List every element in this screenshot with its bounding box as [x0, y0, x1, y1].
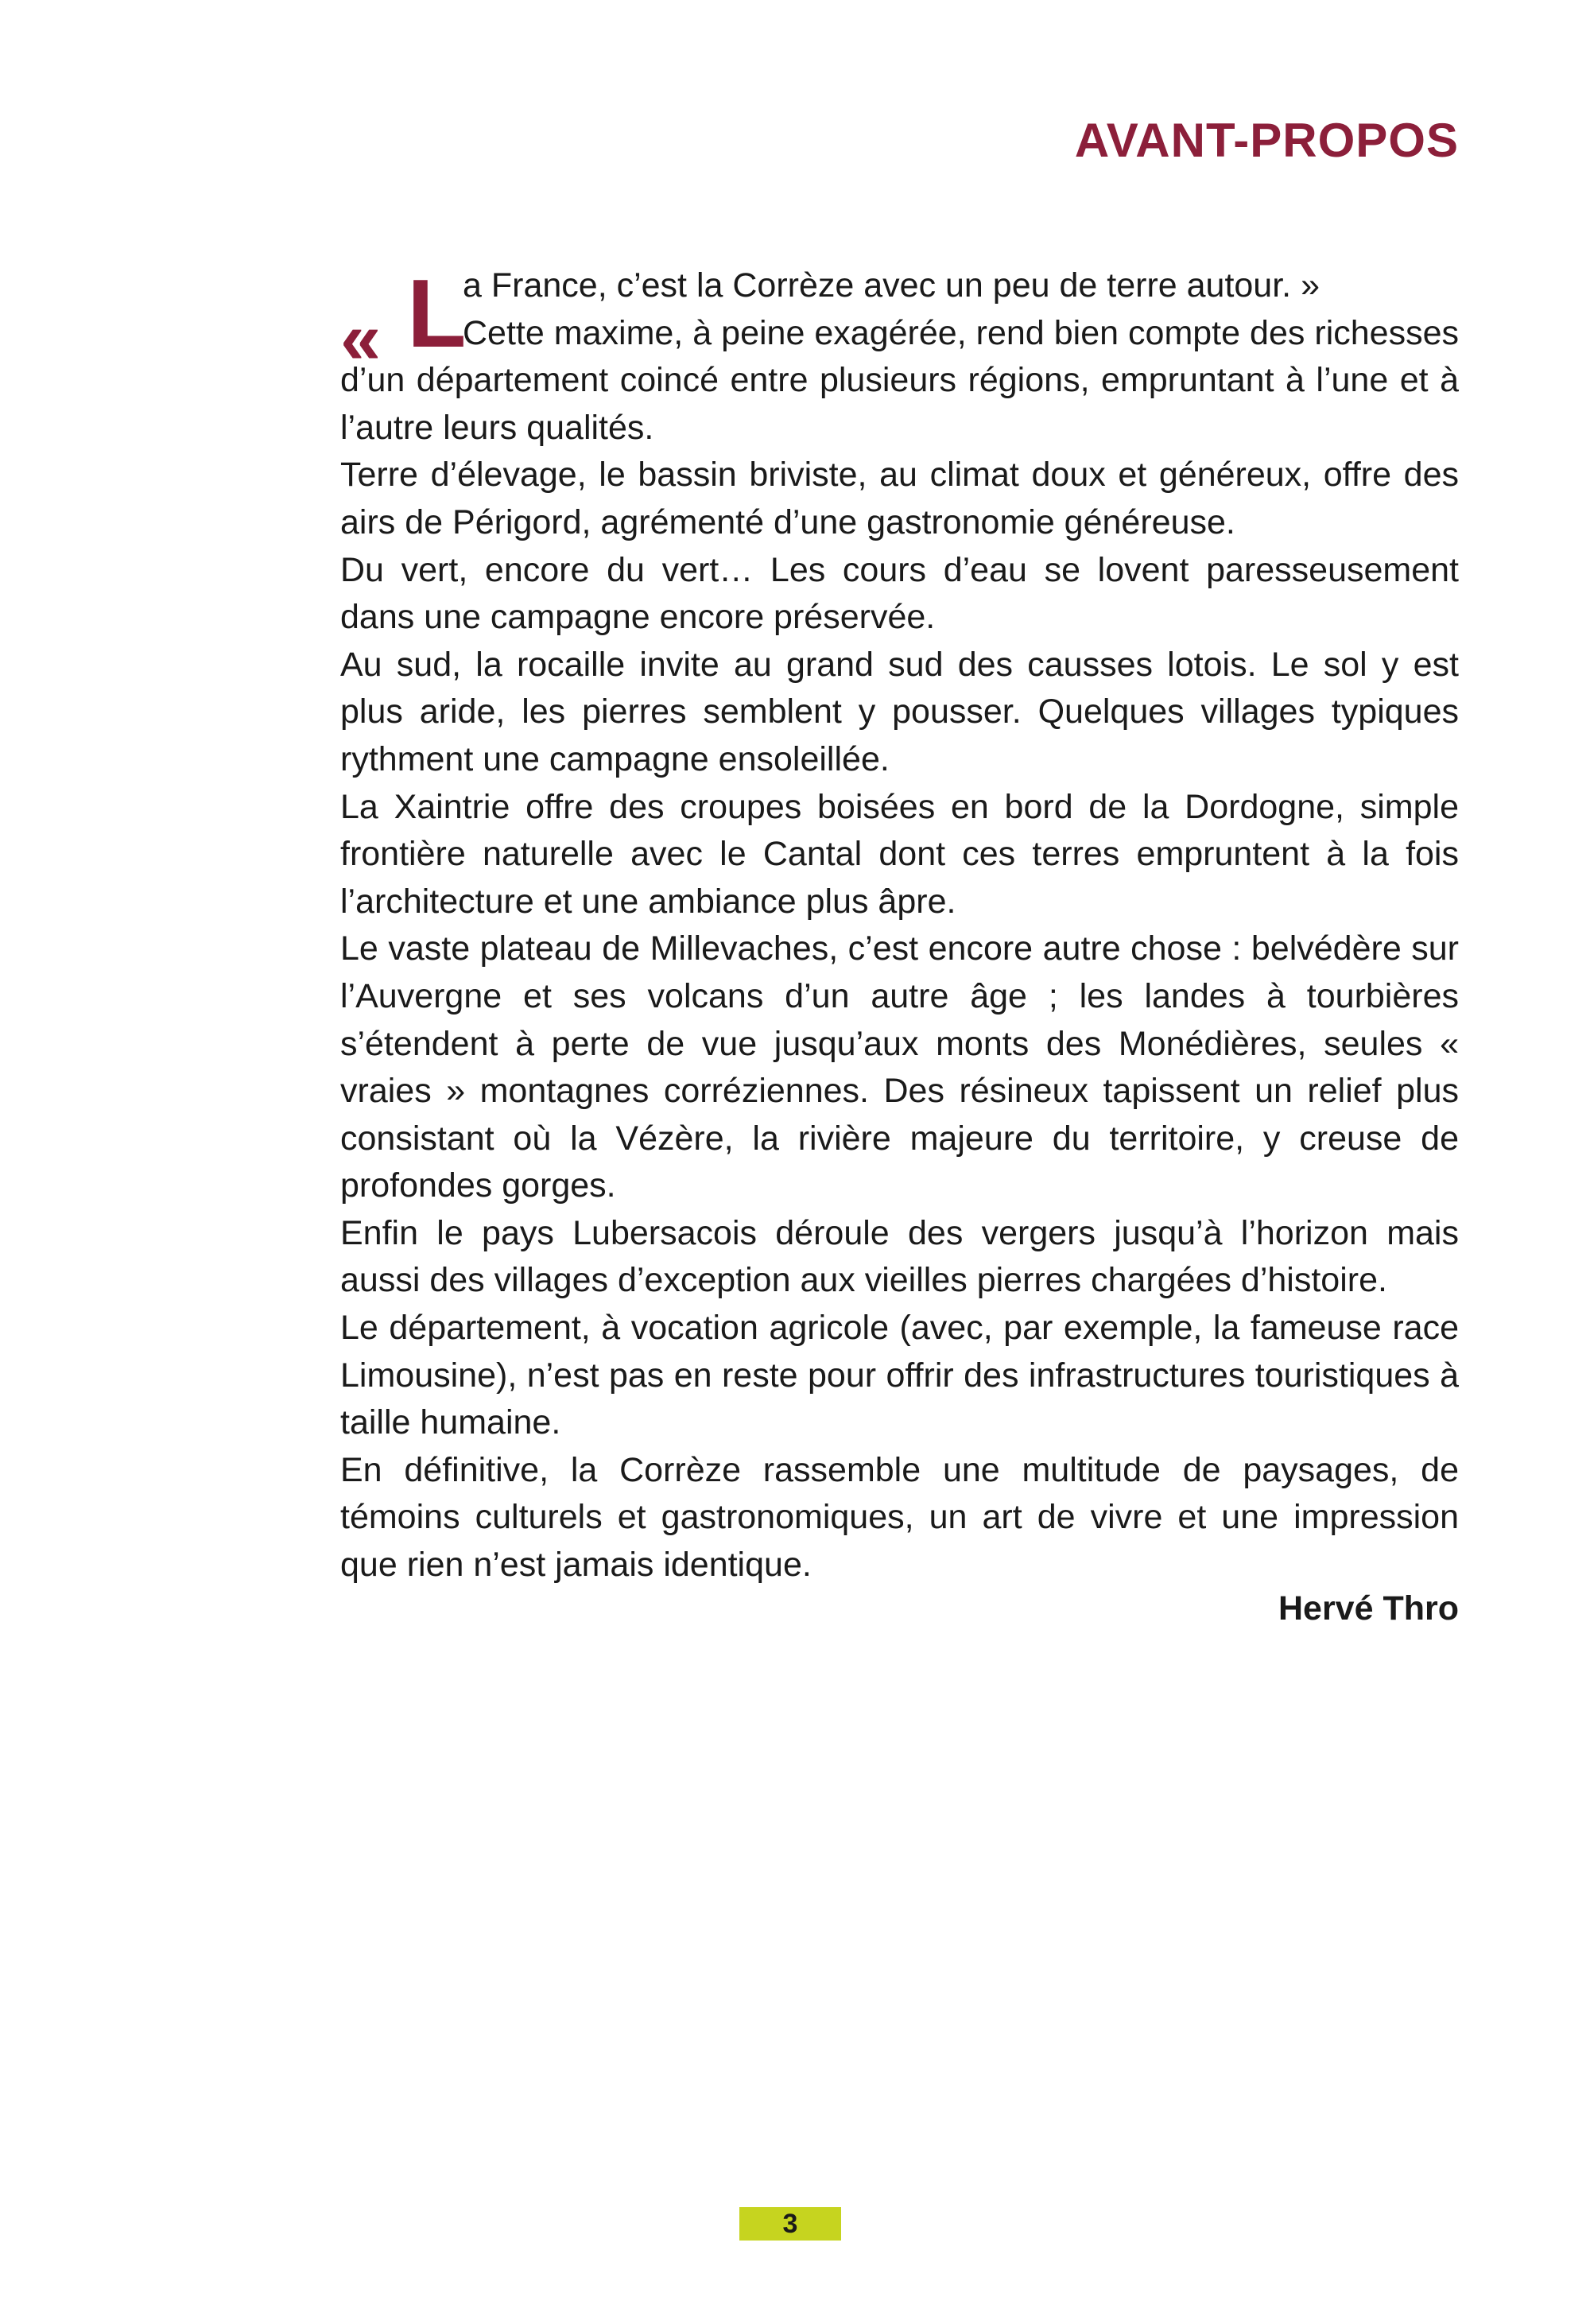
page-title: AVANT-PROPOS: [1074, 114, 1459, 167]
paragraph: En définitive, la Corrèze rassemble une multitude de paysages, de témoins culturels et gastronomiques, un art de vivre et une impression que rien n’est jamais identique.: [340, 1450, 1459, 1585]
dropcap-letter: L: [407, 259, 467, 367]
paragraph: Du vert, encore du vert… Les cours d’eau se lovent paresseusement dans une campagne encore préservée.: [340, 550, 1459, 637]
paragraph: Terre d’élevage, le bassin briviste, au climat doux et généreux, offre des airs de Périgord, agrémenté d’une gastronomie généreuse.: [340, 456, 1459, 541]
paragraph: Enfin le pays Lubersacois déroule des vergers jusqu’à l’horizon mais aussi des villages d’exception aux vieilles pierres chargées d’histoire.: [340, 1213, 1459, 1300]
intro-paragraph: [340, 259, 1459, 379]
page-number-badge: [739, 2207, 841, 2241]
intro-first-line: a France, c’est la Corrèze avec un peu de terre autour. »: [463, 266, 1320, 305]
paragraph: La Xaintrie offre des croupes boisées en bord de la Dordogne, simple frontière naturelle avec le Cantal dont ces terres empruntent à la fois l’architecture et une ambiance plus âpre.: [340, 787, 1459, 921]
paragraph: Le vaste plateau de Millevaches, c’est encore autre chose : belvédère sur l’Auvergne et ses volcans d’un autre âge ; les landes à tourbières s’étendent à perte de vue jusqu’aux monts des Monédières, seules « vraies » montagnes corréziennes. Des résineux tapissent un relief plus consistant où la Vézère, la rivière majeure du territoire, y creuse de profondes gorges.: [340, 929, 1459, 1205]
foreword-text: [340, 259, 1459, 1589]
intro-second-line: Cette maxime, à peine exagérée, rend bien compte des richesses: [463, 313, 1459, 352]
intro-paragraph-rest: d’un département coincé entre plusieurs régions, empruntant à l’une et à l’autre leurs qualités.: [340, 361, 1459, 447]
paragraph: Le département, à vocation agricole (avec, par exemple, la fameuse race Limousine), n’est pas en reste pour offrir des infrastructures touristiques à taille humaine.: [340, 1309, 1459, 1442]
author-signature: Hervé Thro: [1278, 1589, 1459, 1628]
page-number: 3: [782, 2208, 798, 2239]
opening-quote-mark: «: [340, 298, 377, 379]
paragraph: Au sud, la rocaille invite au grand sud des causses lotois. Le sol y est plus aride, les pierres semblent y pousser. Quelques villages typiques rythment une campagne ensoleillée.: [340, 645, 1459, 778]
